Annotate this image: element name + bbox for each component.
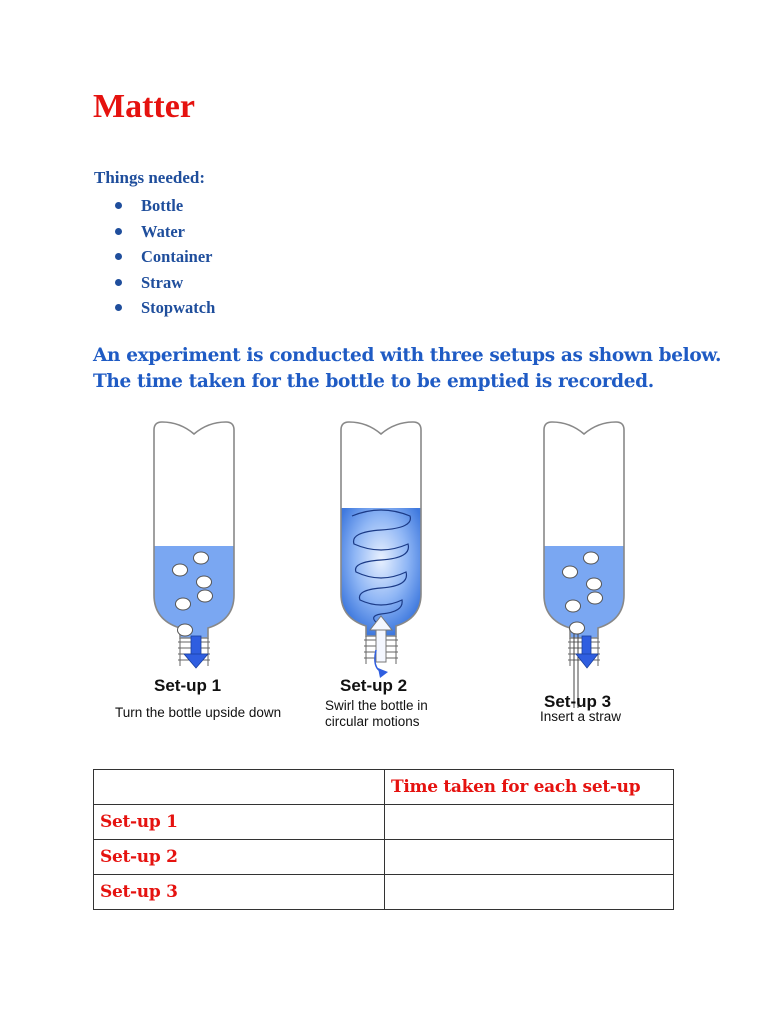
table-row xyxy=(94,805,674,840)
results-table xyxy=(93,769,674,910)
setup-3-label: Set-up 3 xyxy=(544,692,612,711)
bottle-3-flow-arrow xyxy=(576,636,598,668)
list-item-label: Straw xyxy=(141,272,184,292)
table-header-cell xyxy=(94,770,385,805)
table-header-cell: Time taken for each set-up xyxy=(385,770,674,805)
intro-line: The time taken for the bottle to be emptied is recorded. xyxy=(93,371,654,392)
page-title: Matter xyxy=(93,88,195,125)
setup-2-description: Swirl the bottle in circular motions xyxy=(325,698,428,729)
setups-figure xyxy=(100,410,660,740)
table-cell-time[interactable] xyxy=(385,805,674,840)
setup-1-description: Turn the bottle upside down xyxy=(115,705,282,720)
things-needed-heading: Things needed: xyxy=(94,168,205,187)
table-cell-setup: Set-up 2 xyxy=(94,840,385,875)
table-row xyxy=(94,840,674,875)
table-cell-time[interactable] xyxy=(385,840,674,875)
intro-line: An experiment is conducted with three setups as shown below. xyxy=(93,345,722,366)
bottle-setup-2 xyxy=(341,422,421,678)
list-item-label: Water xyxy=(141,221,185,241)
setup-1-label: Set-up 1 xyxy=(154,676,222,695)
table-cell-setup: Set-up 3 xyxy=(94,875,385,910)
setup-2-label: Set-up 2 xyxy=(340,676,408,695)
bottle-1-flow-arrow xyxy=(184,636,208,668)
bullet-icon xyxy=(115,253,122,260)
table-cell-setup: Set-up 1 xyxy=(94,805,385,840)
bullet-icon xyxy=(115,202,122,209)
bottle-setup-1 xyxy=(154,422,234,668)
list-item xyxy=(112,219,215,245)
bullet-icon xyxy=(115,279,122,286)
list-item xyxy=(112,244,215,270)
list-item xyxy=(112,270,215,296)
list-item xyxy=(112,193,215,219)
table-cell-time[interactable] xyxy=(385,875,674,910)
bottle-setup-3 xyxy=(544,422,624,708)
table-row xyxy=(94,875,674,910)
list-item-label: Bottle xyxy=(141,196,184,215)
things-needed-list xyxy=(112,193,215,321)
list-item-label: Container xyxy=(141,247,213,266)
bullet-icon xyxy=(115,228,122,235)
list-item-label: Stopwatch xyxy=(141,298,216,317)
setup-3-description: Insert a straw xyxy=(540,709,622,724)
list-item xyxy=(112,295,215,321)
experiment-intro xyxy=(93,343,733,395)
table-header-row xyxy=(94,770,674,805)
bullet-icon xyxy=(115,304,122,311)
